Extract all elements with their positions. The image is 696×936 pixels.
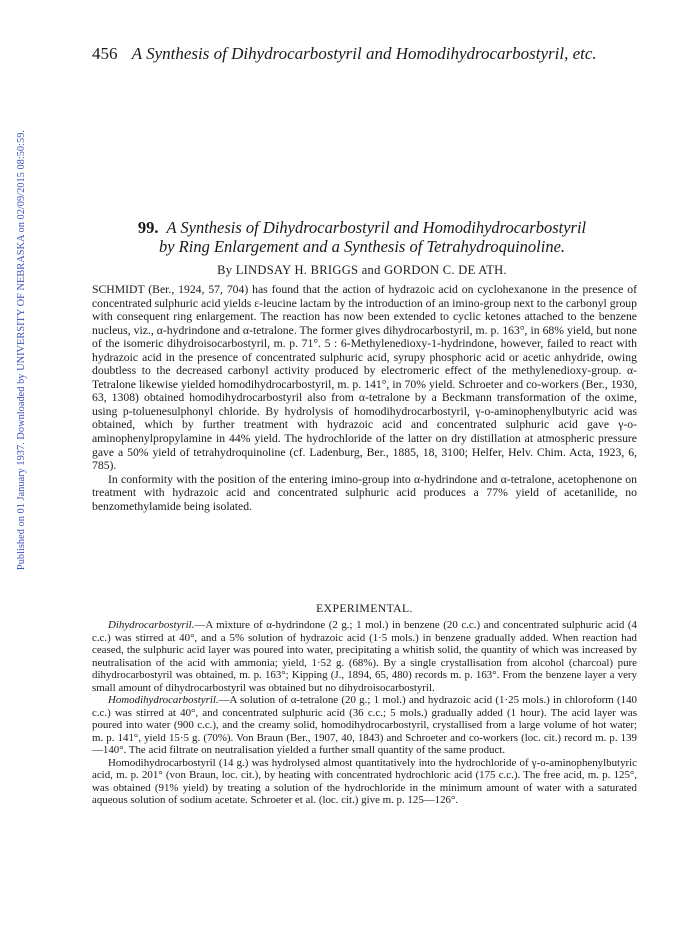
section-heading-experimental: EXPERIMENTAL. xyxy=(316,602,413,615)
article-number: 99. xyxy=(137,218,159,237)
download-watermark xyxy=(2,130,27,590)
running-title: A Synthesis of Dihydrocarbostyril and Homodihydrocarbostyril, etc. xyxy=(131,44,597,63)
title-line-2: by Ring Enlargement and a Synthesis of Tetrahydroquinoline. xyxy=(158,237,566,256)
experimental-paragraph-2 xyxy=(92,694,637,757)
intro-paragraph-2: In conformity with the position of the entering imino-group into α-hydrindone and α-tetralone, acetophenone on treatment with hydrazoic acid and concentrated sulphuric acid produces a 77% yield of acetanilide, no benzomethylamide being isolated. xyxy=(92,472,637,513)
paragraph-1-heading: Dihydrocarbostyril. xyxy=(108,619,195,631)
page-header xyxy=(92,44,612,64)
download-watermark-text: Published on 01 January 1937. Downloaded by UNIVERSITY OF NEBRASKA on 02/09/2015 08:50:59. xyxy=(16,130,27,571)
paragraph-2-heading: Homodihydrocarbostyril. xyxy=(108,694,219,706)
title-line-1: A Synthesis of Dihydrocarbostyril and Homodihydrocarbostyril xyxy=(166,218,587,237)
author-byline: By LINDSAY H. BRIGGS and GORDON C. DE ATH. xyxy=(217,263,507,277)
introduction xyxy=(92,283,637,513)
experimental-paragraph-3: Homodihydrocarbostyril (14 g.) was hydrolysed almost quantitatively into the hydrochloride of γ-o-aminophenylbutyric acid, m. p. 201° (von Braun, loc. cit.), by heating with concentrated hydrochloric acid (175 c.c.). The free acid, m. p. 125°, was obtained (91% yield) by treating a solution of the hydrochloride in the minimum amount of water with a saturated aqueous solution of sodium acetate. Schroeter et al. (loc. cit.) give m. p. 125—126°. xyxy=(92,756,637,806)
intro-paragraph-1: SCHMIDT (Ber., 1924, 57, 704) has found that the action of hydrazoic acid on cyclohexanone in the presence of concentrated sulphuric acid yields ε-leucine lactam by the introduction of an imino-group next to the carbonyl group with consequent ring enlargement. The reaction has now been extended to cyclic ketones attached to the benzene nucleus, viz., α-hydrindone and α-tetralone. The former gives dihydrocarbostyril, m. p. 163°, in 68% yield, but none of the isomeric dihydroisocarbostyril, m. p. 71°. 5 : 6-Methylenedioxy-1-hydrindone, however, failed to react with hydrazoic acid in the presence of concentrated sulphuric acid, syrupy phosphoric acid or acetic anhydride, owing doubtless to the decreased carbonyl activity produced by electromeric effect of the methylenedioxy-group. α-Tetralone likewise yielded homodihydrocarbostyril, m. p. 141°, in 70% yield. Schroeter and co-workers (Ber., 1930, 63, 1308) obtained homodihydrocarbostyril also from α-tetralone by a Beckmann transformation of the oxime, using p-toluenesulphonyl chloride. By hydrolysis of homodihydrocarbostyril, γ-o-aminophenylbutyric acid was obtained, which by further treatment with hydrazoic acid and concentrated sulphuric acid gave γ-o-aminophenylpropylamine in 44% yield. The hydrochloride of the latter on dry distillation at atmospheric pressure gave a 50% yield of tetrahydroquinoline (cf. Ladenburg, Ber., 1885, 18, 3100; Helfer, Helv. Chim. Acta, 1923, 6, 785). xyxy=(92,283,637,473)
article-title xyxy=(92,218,632,256)
experimental-section xyxy=(92,619,637,807)
paragraph-1-text: —A mixture of α-hydrindone (2 g.; 1 mol.) in benzene (20 c.c.) and concentrated sulphuric acid (4 c.c.) was stirred at 40°, and a 5% solution of hydrazoic acid (1·5 mols.) in benzene gradually added. When reaction had ceased, the sulphuric acid layer was poured into water, precipitating a whitish solid, the quantity of which was increased by neutralisation of the acid with ammonia; yield, 1·52 g. (68%). By a single crystallisation from alcohol (charcoal) pure dihydrocarbostyril was obtained, m. p. 163°; Kipping (J., 1894, 65, 480) records m. p. 163°. From the benzene layer a very small amount of dihydrocarbostyril was obtained but no dihydroisocarbostyril. xyxy=(92,619,637,694)
page-number: 456 xyxy=(92,44,118,63)
paragraph-2-text: —A solution of α-tetralone (20 g.; 1 mol.) and hydrazoic acid (1·25 mols.) in chloroform (140 c.c.) was stirred at 40°, and concentrated sulphuric acid (36 c.c.; 5 mols.) gradually added (1 hour). The acid layer was poured into water (900 c.c.), and the creamy solid, homodihydrocarbostyril, crystallised from a large volume of hot water; m. p. 141°, yield 15·5 g. (70%). Von Braun (Ber., 1907, 40, 1843) and Schroeter and co-workers (loc. cit.) record m. p. 139—140°. The acid filtrate on neutralisation yielded a further small quantity of the same product. xyxy=(92,694,637,756)
experimental-paragraph-1 xyxy=(92,619,637,694)
